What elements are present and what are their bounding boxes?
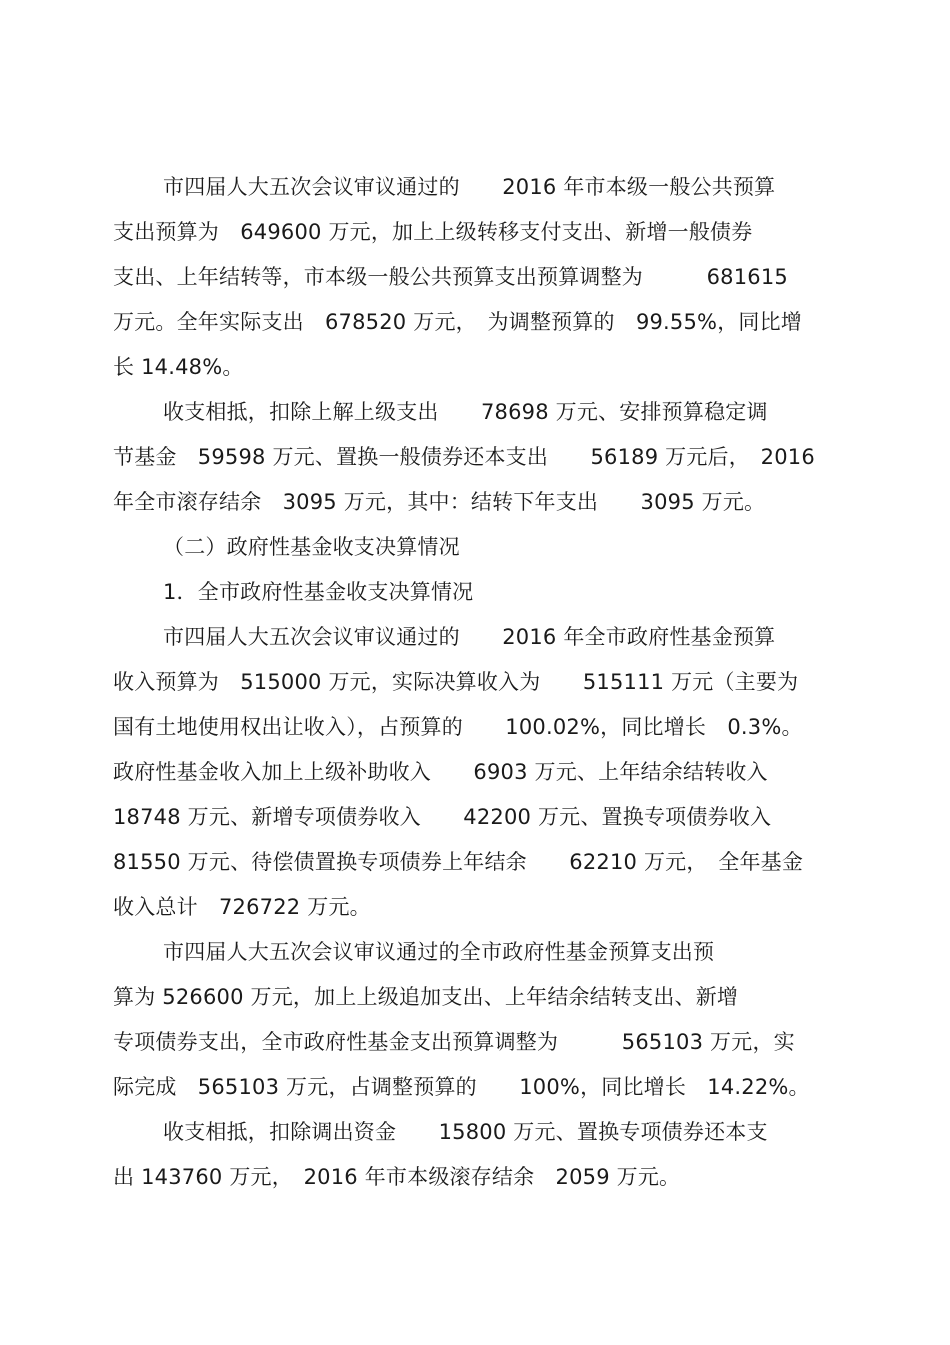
section-heading: （二）政府性基金收支决算情况	[163, 535, 460, 559]
text-line: 收入总计 726722 万元。	[113, 895, 371, 919]
text-line: 市四届人大五次会议审议通过的 2016 年全市政府性基金预算	[163, 625, 776, 649]
text-line: 年全市滚存结余 3095 万元，其中：结转下年支出 3095 万元。	[113, 490, 766, 514]
text-line: 节基金 59598 万元、置换一般债券还本支出 56189 万元后， 2016	[113, 445, 815, 469]
text-line: 出 143760 万元， 2016 年市本级滚存结余 2059 万元。	[113, 1165, 681, 1189]
text-line: 支出预算为 649600 万元，加上上级转移支付支出、新增一般债券	[113, 220, 753, 244]
text-line: 万元。全年实际支出 678520 万元， 为调整预算的 99.55%，同比增	[113, 310, 803, 334]
text-line: 支出、上年结转等，市本级一般公共预算支出预算调整为 681615	[113, 265, 788, 289]
text-line: 政府性基金收入加上上级补助收入 6903 万元、上年结余结转收入	[113, 760, 768, 784]
text-line: 81550 万元、待偿债置换专项债券上年结余 62210 万元， 全年基金	[113, 850, 804, 874]
text-line: 市四届人大五次会议审议通过的全市政府性基金预算支出预	[163, 940, 715, 964]
text-line: 收支相抵，扣除上解上级支出 78698 万元、安排预算稳定调	[163, 400, 768, 424]
text-line: 18748 万元、新增专项债券收入 42200 万元、置换专项债券收入	[113, 805, 772, 829]
text-line: 市四届人大五次会议审议通过的 2016 年市本级一般公共预算	[163, 175, 776, 199]
text-line: 专项债券支出，全市政府性基金支出预算调整为 565103 万元，实	[113, 1030, 795, 1054]
text-line: 际完成 565103 万元，占调整预算的 100%，同比增长 14.22%。	[113, 1075, 810, 1099]
text-line: 长 14.48%。	[113, 355, 244, 379]
subsection-heading: 1．全市政府性基金收支决算情况	[163, 580, 474, 604]
text-line: 算为 526600 万元，加上上级追加支出、上年结余结转支出、新增	[113, 985, 739, 1009]
text-line: 收入预算为 515000 万元，实际决算收入为 515111 万元（主要为	[113, 670, 799, 694]
text-line: 收支相抵，扣除调出资金 15800 万元、置换专项债券还本支	[163, 1120, 768, 1144]
text-line: 国有土地使用权出让收入），占预算的 100.02%，同比增长 0.3%。	[113, 715, 803, 739]
